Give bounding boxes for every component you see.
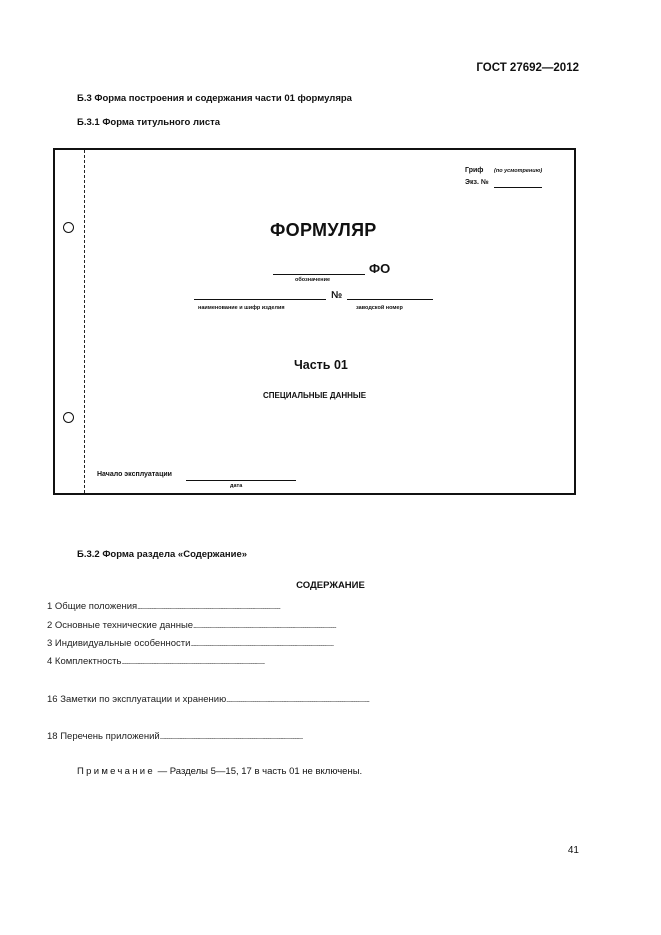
toc-item-label: 16 Заметки по эксплуатации и хранению <box>47 694 227 705</box>
toc-leader <box>160 731 581 742</box>
copy-number-label: Экз. № <box>465 179 489 186</box>
toc-leader <box>193 620 581 631</box>
date-caption: дата <box>230 483 243 489</box>
operation-date-line <box>186 470 296 481</box>
toc-item <box>47 620 581 631</box>
toc-item <box>47 638 581 649</box>
copy-number-line <box>494 177 542 188</box>
title-page-frame <box>53 148 576 495</box>
note <box>77 766 362 777</box>
product-name-caption: наименование и шифр изделия <box>198 305 285 311</box>
operation-start-label: Начало эксплуатации <box>97 471 172 478</box>
toc-leader <box>137 601 581 612</box>
section-b32-title: Б.3.2 Форма раздела «Содержание» <box>77 549 248 560</box>
binding-line <box>84 150 85 493</box>
toc-item-label: 1 Общие положения <box>47 601 138 612</box>
standard-header: ГОСТ 27692—2012 <box>476 62 579 74</box>
toc-item <box>47 694 581 705</box>
toc-item-label: 3 Индивидуальные особенности <box>47 638 191 649</box>
number-sign: № <box>331 290 343 301</box>
grif-label: Гриф <box>465 167 484 174</box>
special-data-title: СПЕЦИАЛЬНЫЕ ДАННЫЕ <box>263 391 367 400</box>
section-b31-title: Б.3.1 Форма титульного листа <box>77 117 221 128</box>
toc-item-label: 2 Основные технические данные <box>47 620 194 631</box>
note-label: Примечание <box>77 766 155 777</box>
serial-number-line <box>347 289 433 300</box>
designation-caption: обозначение <box>295 277 331 283</box>
grif-note: (по усмотрению) <box>494 168 543 174</box>
toc-item-label: 4 Комплектность <box>47 656 122 667</box>
form-title: ФОРМУЛЯР <box>270 220 377 240</box>
contents-title: СОДЕРЖАНИЕ <box>296 580 365 591</box>
page-number: 41 <box>567 845 579 856</box>
toc-leader <box>190 638 581 649</box>
toc-item-label: 18 Перечень приложений <box>47 731 160 742</box>
punch-hole-top <box>63 222 74 233</box>
product-name-line <box>194 289 326 300</box>
toc-item <box>47 601 581 612</box>
section-b3-title: Б.3 Форма построения и содержания части 01 формуляра <box>77 93 352 104</box>
designation-line <box>273 264 365 275</box>
fo-code: ФО <box>369 261 391 276</box>
toc-item <box>47 656 581 667</box>
serial-number-caption: заводской номер <box>356 305 403 311</box>
note-text: — Разделы 5—15, 17 в часть 01 не включены. <box>155 766 363 777</box>
toc-leader <box>121 656 581 667</box>
part-title: Часть 01 <box>294 358 348 372</box>
punch-hole-bottom <box>63 412 74 423</box>
toc-leader <box>226 694 581 705</box>
toc-item <box>47 731 581 742</box>
